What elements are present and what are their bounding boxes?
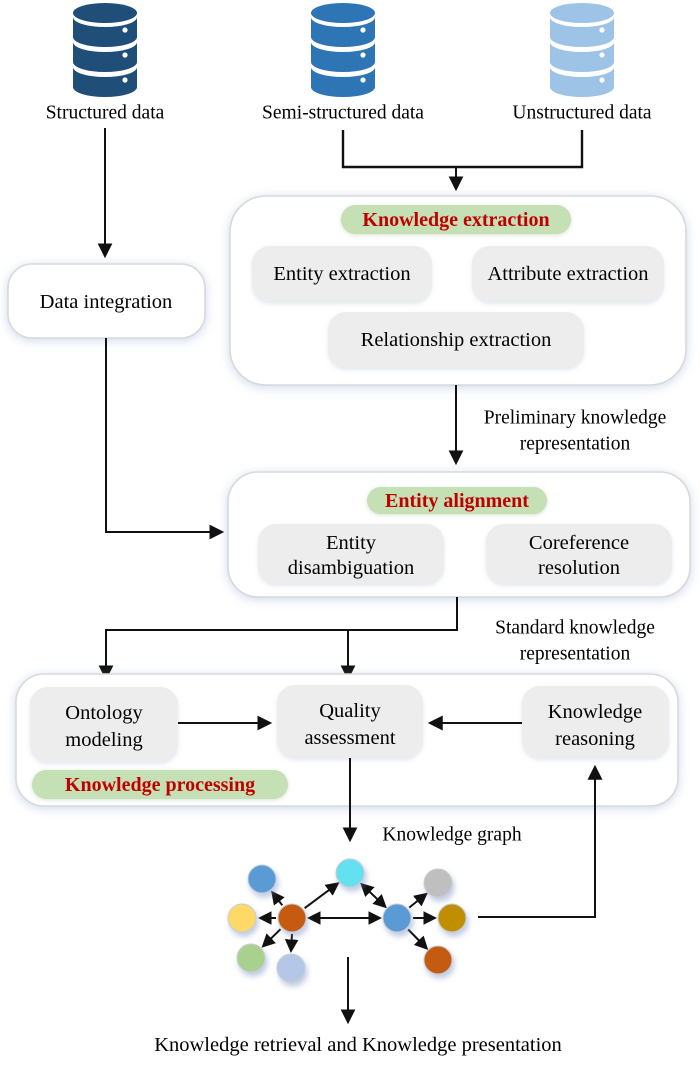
knowledge-graph-label: Knowledge graph bbox=[382, 824, 522, 846]
knowledge-reasoning-line2: reasoning bbox=[555, 728, 635, 750]
preliminary-representation-line2: representation bbox=[519, 433, 631, 455]
standard-representation-line1: Standard knowledge bbox=[495, 617, 655, 639]
edge-hubright-to-gray bbox=[409, 894, 426, 908]
line-alignment-branch bbox=[106, 597, 457, 630]
node-yellow-left bbox=[228, 904, 256, 932]
attribute-extraction-label: Attribute extraction bbox=[487, 263, 649, 285]
knowledge-retrieval-presentation-label: Knowledge retrieval and Knowledge presentation bbox=[154, 1034, 562, 1056]
label-semi-structured-data: Semi-structured data bbox=[262, 102, 424, 124]
relationship-extraction-label: Relationship extraction bbox=[360, 329, 552, 351]
database-icon-unstructured bbox=[550, 3, 614, 97]
ontology-modeling-line2: modeling bbox=[65, 729, 143, 751]
label-unstructured-data: Unstructured data bbox=[512, 102, 652, 124]
node-periwinkle-bottom bbox=[277, 954, 305, 982]
node-gray-top-right bbox=[424, 869, 452, 897]
node-orange-bottom-right bbox=[424, 946, 452, 974]
preliminary-representation-line1: Preliminary knowledge bbox=[483, 407, 667, 429]
node-cyan-top bbox=[336, 859, 364, 887]
entity-alignment-title: Entity alignment bbox=[385, 490, 529, 512]
quality-assessment-line2: assessment bbox=[304, 727, 396, 749]
knowledge-processing-title: Knowledge processing bbox=[64, 774, 256, 796]
node-green-bottom-left bbox=[237, 944, 265, 972]
entity-extraction-label: Entity extraction bbox=[273, 263, 411, 285]
coreference-resolution-line1: Coreference bbox=[528, 532, 630, 554]
standard-representation-line2: representation bbox=[519, 643, 631, 665]
data-integration-label: Data integration bbox=[39, 291, 173, 313]
edge-hubleft-to-periwinkle bbox=[291, 934, 292, 951]
edge-cyan-hubright-double bbox=[362, 884, 386, 907]
node-olive-right bbox=[438, 904, 466, 932]
edge-hubleft-to-cyan bbox=[305, 883, 338, 908]
database-icon-structured bbox=[73, 3, 137, 97]
edge-hubleft-to-green bbox=[263, 929, 281, 946]
label-structured-data: Structured data bbox=[45, 102, 165, 124]
edge-hubright-to-orangebottom bbox=[408, 930, 427, 949]
node-orange-hub-left bbox=[278, 904, 306, 932]
ontology-modeling-line1: Ontology bbox=[65, 702, 143, 724]
entity-disambiguation-line1: Entity bbox=[325, 532, 377, 554]
quality-assessment-line1: Quality bbox=[319, 700, 381, 722]
database-icon-semi-structured bbox=[311, 3, 375, 97]
entity-disambiguation-line2: disambiguation bbox=[287, 557, 415, 579]
knowledge-extraction-title: Knowledge extraction bbox=[362, 209, 550, 231]
node-blue-top-left bbox=[248, 865, 276, 893]
knowledge-reasoning-line1: Knowledge bbox=[547, 701, 643, 723]
arrow-data-integration-to-entity-alignment bbox=[106, 338, 222, 532]
coreference-resolution-line2: resolution bbox=[538, 557, 620, 579]
edge-hubleft-to-bluetopleft bbox=[272, 892, 282, 905]
node-blue-hub-right bbox=[383, 904, 411, 932]
